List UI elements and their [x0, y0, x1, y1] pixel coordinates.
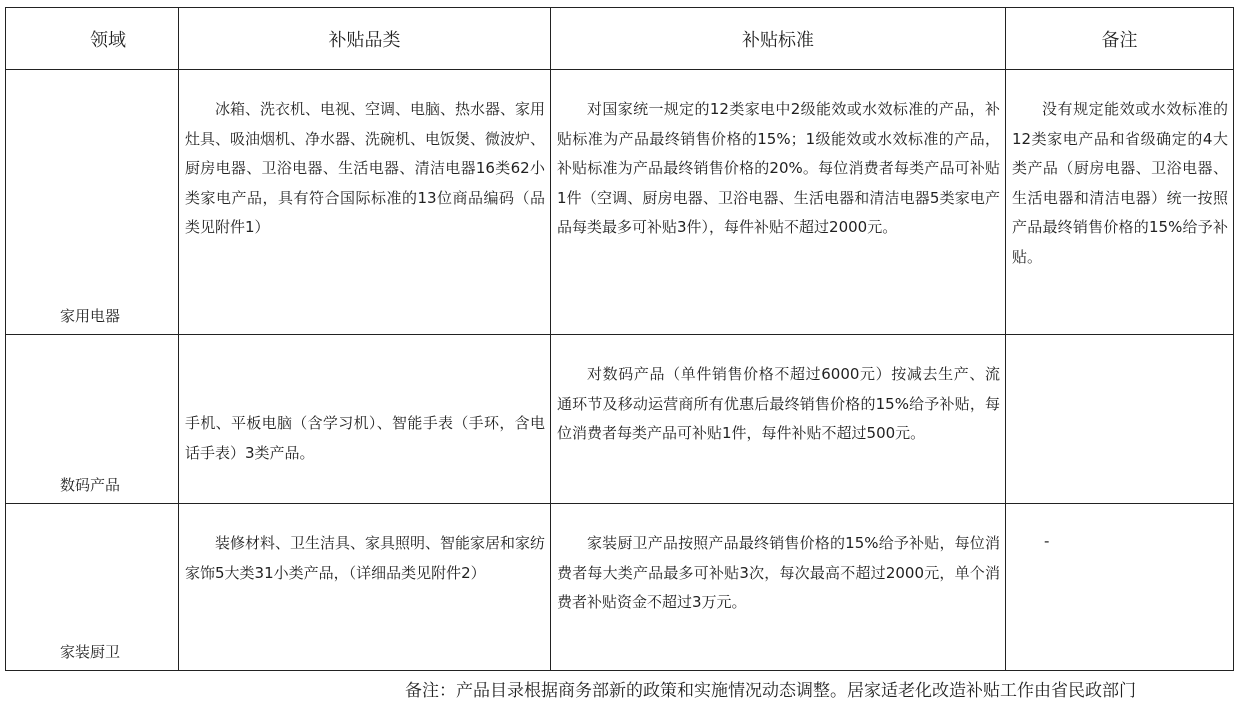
- items-text: 装修材料、卫生洁具、家具照明、智能家居和家纺家饰5大类31小类产品，（详细品类见附件2）: [185, 534, 546, 582]
- table-header-row: [6, 8, 1234, 70]
- standard-text: 对国家统一规定的12类家电中2级能效或水效标准的产品，补贴标准为产品最终销售价格的15%；1级能效或水效标准的产品，补贴标准为产品最终销售价格的20%。每位消费者每类产品可补贴1件（空调、厨房电器、卫浴电器、生活电器和清洁电器5类家电产品每类最多可补贴3件），每件补贴不超过2000元。: [557, 100, 1000, 236]
- remark-text: 没有规定能效或水效标准的12类家电产品和省级确定的4大类产品（厨房电器、卫浴电器、生活电器和清洁电器）统一按照产品最终销售价格的15%给予补贴。: [1012, 100, 1228, 266]
- items-cell: [179, 504, 551, 671]
- items-cell: [179, 335, 551, 504]
- domain-cell: 数码产品: [6, 335, 179, 504]
- table-row: [6, 504, 1234, 671]
- header-remark: 备注: [1006, 8, 1234, 70]
- remark-cell: [1006, 70, 1234, 335]
- header-domain: 领域: [6, 8, 179, 70]
- items-text: 冰箱、洗衣机、电视、空调、电脑、热水器、家用灶具、吸油烟机、净水器、洗碗机、电饭煲、微波炉、厨房电器、卫浴电器、生活电器、清洁电器16类62小类家电产品，具有符合国际标准的13位商品编码（品类见附件1）: [185, 100, 546, 236]
- remark-cell: [1006, 335, 1234, 504]
- table-row: [6, 335, 1234, 504]
- footnote: 备注：产品目录根据商务部新的政策和实施情况动态调整。居家适老化改造补贴工作由省民政部门: [405, 681, 1136, 701]
- header-items: 补贴品类: [179, 8, 551, 70]
- items-text: 手机、平板电脑（含学习机）、智能手表（手环，含电话手表）3类产品。: [185, 414, 545, 462]
- header-standard: 补贴标准: [551, 8, 1006, 70]
- items-cell: [179, 70, 551, 335]
- standard-cell: [551, 70, 1006, 335]
- subsidy-table: [5, 7, 1234, 671]
- domain-cell: 家装厨卫: [6, 504, 179, 671]
- domain-cell: 家用电器: [6, 70, 179, 335]
- table-row: [6, 70, 1234, 335]
- remark-text: [1006, 335, 1233, 360]
- remark-text: -: [1044, 532, 1050, 550]
- standard-text: 对数码产品（单件销售价格不超过6000元）按减去生产、流通环节及移动运营商所有优惠后最终销售价格的15%给予补贴，每位消费者每类产品可补贴1件，每件补贴不超过500元。: [557, 365, 1000, 442]
- standard-cell: [551, 504, 1006, 671]
- standard-text: 家装厨卫产品按照产品最终销售价格的15%给予补贴，每位消费者每大类产品最多可补贴3次，每次最高不超过2000元，单个消费者补贴资金不超过3万元。: [557, 534, 1000, 611]
- remark-cell: [1006, 504, 1234, 671]
- standard-cell: [551, 335, 1006, 504]
